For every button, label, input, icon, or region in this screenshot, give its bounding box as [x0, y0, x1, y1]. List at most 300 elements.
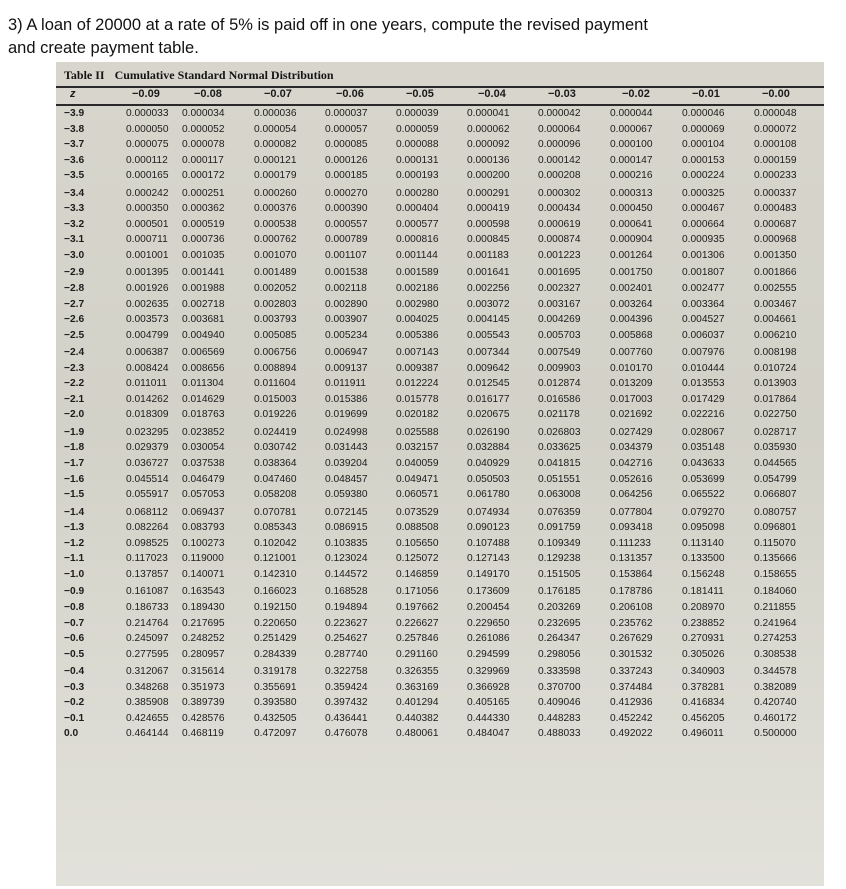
table-cell: 0.046479 — [182, 473, 225, 485]
table-cell: 0.095098 — [682, 522, 725, 534]
table-cell: 0.000711 — [126, 234, 168, 246]
table-cell: 0.452242 — [610, 712, 653, 724]
table-cell: 0.009137 — [325, 362, 368, 374]
table-cell: 0.055917 — [126, 489, 169, 501]
table-cell: 0.235762 — [610, 617, 653, 629]
table-cell: 0.000270 — [325, 187, 368, 199]
table-cell: 0.004661 — [754, 314, 797, 326]
table-row — [56, 378, 824, 394]
table-cell: 0.001641 — [467, 267, 510, 279]
table-cell: 0.002118 — [325, 283, 367, 295]
table-cell: 0.002980 — [396, 298, 439, 310]
table-cell: 0.001264 — [610, 249, 653, 261]
row-z-value: −0.6 — [64, 633, 85, 645]
table-cell: 0.123024 — [325, 553, 368, 565]
table-cell: 0.158655 — [754, 568, 797, 580]
table-cell: 0.197662 — [396, 601, 439, 613]
row-z-value: −0.4 — [64, 666, 85, 678]
table-cell: 0.034379 — [610, 442, 653, 454]
table-number: Table II — [64, 68, 105, 82]
table-cell: 0.014629 — [182, 393, 225, 405]
table-cell: 0.315614 — [182, 666, 225, 678]
table-cell: 0.374484 — [610, 681, 653, 693]
table-cell: 0.153864 — [610, 568, 653, 580]
table-cell: 0.053699 — [682, 473, 725, 485]
row-z-value: −3.5 — [64, 170, 85, 182]
table-cell: 0.267629 — [610, 633, 653, 645]
table-cell: 0.000251 — [182, 187, 225, 199]
table-row — [56, 219, 824, 235]
table-cell: 0.000874 — [538, 234, 581, 246]
table-cell: 0.018763 — [182, 409, 225, 421]
table-cell: 0.026190 — [467, 426, 510, 438]
table-cell: 0.047460 — [254, 473, 297, 485]
table-cell: 0.105650 — [396, 537, 439, 549]
table-cell: 0.000362 — [182, 203, 225, 215]
table-cell: 0.000072 — [754, 123, 797, 135]
table-cell: 0.121001 — [254, 553, 297, 565]
table-row — [56, 267, 824, 283]
table-cell: 0.129238 — [538, 553, 581, 565]
table-cell: 0.000034 — [182, 108, 225, 119]
table-cell: 0.393580 — [254, 697, 297, 709]
row-z-value: −2.2 — [64, 378, 85, 390]
table-cell: 0.472097 — [254, 728, 297, 740]
table-row — [56, 330, 824, 346]
row-z-value: −1.5 — [64, 489, 85, 501]
table-cell: 0.389739 — [182, 697, 225, 709]
table-row — [56, 553, 824, 569]
table-cell: 0.020182 — [396, 409, 439, 421]
table-cell: 0.000064 — [538, 123, 581, 135]
table-cell: 0.000108 — [754, 139, 797, 151]
table-cell: 0.000054 — [254, 123, 297, 135]
table-cell: 0.002401 — [610, 283, 653, 295]
table-cell: 0.070781 — [254, 506, 297, 518]
table-cell: 0.397432 — [325, 697, 368, 709]
table-row — [56, 618, 824, 634]
row-z-value: −2.9 — [64, 267, 85, 279]
table-cell: 0.000062 — [467, 123, 510, 135]
table-cell: 0.045514 — [126, 473, 169, 485]
table-cell: 0.000968 — [754, 234, 797, 246]
table-cell: 0.137857 — [126, 568, 169, 580]
table-cell: 0.019226 — [254, 409, 297, 421]
table-cell: 0.080757 — [754, 506, 797, 518]
table-cell: 0.000100 — [610, 139, 653, 151]
table-cell: 0.068112 — [126, 506, 168, 518]
table-cell: 0.038364 — [254, 458, 297, 470]
table-cell: 0.211855 — [754, 601, 796, 613]
table-cell: 0.003793 — [254, 314, 297, 326]
table-cell: 0.000142 — [538, 154, 581, 166]
table-cell: 0.007760 — [610, 347, 653, 359]
table-cell: 0.004025 — [396, 314, 439, 326]
table-cell: 0.005543 — [467, 329, 510, 341]
table-cell: 0.287740 — [325, 648, 368, 660]
row-z-value: −1.2 — [64, 537, 85, 549]
table-cell: 0.002555 — [754, 283, 797, 295]
table-cell: 0.004396 — [610, 314, 653, 326]
table-cell: 0.468119 — [182, 728, 224, 740]
table-cell: 0.012545 — [467, 378, 510, 390]
table-cell: 0.028717 — [754, 426, 797, 438]
table-cell: 0.274253 — [754, 633, 797, 645]
table-cell: 0.125072 — [396, 553, 439, 565]
table-cell: 0.032884 — [467, 442, 510, 454]
table-cell: 0.065522 — [682, 489, 725, 501]
table-cell: 0.000082 — [254, 139, 297, 151]
table-cell: 0.319178 — [254, 666, 297, 678]
table-cell: 0.044565 — [754, 458, 797, 470]
table-cell: 0.000557 — [325, 218, 368, 230]
table-row — [56, 427, 824, 443]
table-cell: 0.013209 — [610, 378, 653, 390]
table-cell: 0.004527 — [682, 314, 725, 326]
table-cell: 0.173609 — [467, 586, 510, 598]
table-cell: 0.082264 — [126, 522, 169, 534]
table-cell: 0.500000 — [754, 728, 797, 740]
table-cell: 0.007344 — [467, 347, 510, 359]
table-cell: 0.270931 — [682, 633, 725, 645]
table-cell: 0.113140 — [682, 537, 724, 549]
table-cell: 0.176185 — [538, 586, 581, 598]
table-row — [56, 538, 824, 554]
table-cell: 0.054799 — [754, 473, 797, 485]
table-row — [56, 728, 824, 744]
table-cell: 0.006210 — [754, 329, 797, 341]
header-cell: −0.06 — [336, 88, 364, 100]
table-cell: 0.048457 — [325, 473, 368, 485]
table-cell: 0.049471 — [396, 473, 439, 485]
table-cell: 0.002803 — [254, 298, 297, 310]
row-z-value: −0.2 — [64, 697, 85, 709]
table-cell: 0.000092 — [467, 139, 510, 151]
row-z-value: −1.0 — [64, 568, 85, 580]
table-cell: 0.000185 — [325, 170, 368, 182]
table-cell: 0.000762 — [254, 234, 297, 246]
table-row — [56, 649, 824, 665]
table-cell: 0.030054 — [182, 442, 225, 454]
table-header-row — [56, 88, 824, 104]
table-cell: 0.000467 — [682, 203, 725, 215]
table-cell: 0.333598 — [538, 666, 581, 678]
table-cell: 0.200454 — [467, 601, 510, 613]
table-cell: 0.027429 — [610, 426, 653, 438]
table-row — [56, 489, 824, 505]
header-cell: −0.07 — [264, 88, 292, 100]
table-cell: 0.020675 — [467, 409, 510, 421]
table-cell: 0.000147 — [610, 154, 653, 166]
table-cell: 0.131357 — [610, 553, 653, 565]
row-z-value: −3.7 — [64, 139, 85, 151]
table-cell: 0.051551 — [538, 473, 581, 485]
table-cell: 0.001183 — [467, 249, 509, 261]
table-cell: 0.076359 — [538, 506, 581, 518]
table-row — [56, 458, 824, 474]
table-cell: 0.001926 — [126, 283, 169, 295]
table-cell: 0.066807 — [754, 489, 797, 501]
table-cell: 0.000050 — [126, 123, 169, 135]
table-cell: 0.312067 — [126, 666, 169, 678]
table-cell: 0.135666 — [754, 553, 797, 565]
row-z-value: −2.8 — [64, 283, 85, 295]
table-cell: 0.002186 — [396, 283, 439, 295]
row-z-value: −2.6 — [64, 314, 85, 326]
table-row — [56, 569, 824, 585]
table-cell: 0.007143 — [396, 347, 439, 359]
table-cell: 0.464144 — [126, 728, 169, 740]
table-cell: 0.031443 — [325, 442, 368, 454]
table-cell: 0.000136 — [467, 154, 510, 166]
table-cell: 0.000450 — [610, 203, 653, 215]
table-cell: 0.000419 — [467, 203, 510, 215]
table-cell: 0.284339 — [254, 648, 297, 660]
table-cell: 0.003364 — [682, 298, 725, 310]
table-row — [56, 124, 824, 140]
table-cell: 0.023295 — [126, 426, 169, 438]
table-cell: 0.002477 — [682, 283, 725, 295]
table-cell: 0.009903 — [538, 362, 581, 374]
table-cell: 0.000165 — [126, 170, 169, 182]
table-cell: 0.000598 — [467, 218, 510, 230]
table-cell: 0.144572 — [325, 568, 368, 580]
table-cell: 0.007976 — [682, 347, 725, 359]
table-cell: 0.184060 — [754, 586, 797, 598]
table-cell: 0.098525 — [126, 537, 169, 549]
table-cell: 0.166023 — [254, 586, 297, 598]
table-cell: 0.000216 — [610, 170, 653, 182]
table-cell: 0.052616 — [610, 473, 653, 485]
row-z-value: −3.4 — [64, 187, 85, 199]
table-cell: 0.484047 — [467, 728, 510, 740]
table-cell: 0.000172 — [182, 170, 225, 182]
row-z-value: 0.0 — [64, 728, 79, 740]
table-cell: 0.298056 — [538, 648, 581, 660]
row-z-value: −0.7 — [64, 617, 85, 629]
table-cell: 0.005868 — [610, 329, 653, 341]
table-cell: 0.035930 — [754, 442, 797, 454]
table-cell: 0.480061 — [396, 728, 439, 740]
table-cell: 0.000179 — [254, 170, 297, 182]
header-cell: −0.04 — [478, 88, 506, 100]
table-cell: 0.385908 — [126, 697, 169, 709]
table-cell: 0.370700 — [538, 681, 581, 693]
table-cell: 0.008894 — [254, 362, 297, 374]
table-cell: 0.261086 — [467, 633, 510, 645]
table-cell: 0.026803 — [538, 426, 581, 438]
table-cell: 0.001866 — [754, 267, 797, 279]
table-cell: 0.025588 — [396, 426, 439, 438]
table-cell: 0.024419 — [254, 426, 297, 438]
table-cell: 0.000736 — [182, 234, 225, 246]
table-cell: 0.102042 — [254, 537, 297, 549]
table-cell: 0.156248 — [682, 568, 725, 580]
table-cell: 0.363169 — [396, 681, 439, 693]
table-cell: 0.000153 — [682, 154, 725, 166]
table-cell: 0.000302 — [538, 187, 581, 199]
table-cell: 0.355691 — [254, 681, 297, 693]
table-cell: 0.002635 — [126, 298, 169, 310]
table-cell: 0.023852 — [182, 426, 225, 438]
table-cell: 0.057053 — [182, 489, 225, 501]
table-cell: 0.009642 — [467, 362, 510, 374]
table-cell: 0.000641 — [610, 218, 653, 230]
table-row — [56, 250, 824, 266]
table-cell: 0.248252 — [182, 633, 225, 645]
table-row — [56, 586, 824, 602]
header-z: z — [70, 88, 76, 100]
table-cell: 0.018309 — [126, 409, 169, 421]
table-cell: 0.301532 — [610, 648, 653, 660]
table-cell: 0.085343 — [254, 522, 297, 534]
table-cell: 0.077804 — [610, 506, 653, 518]
table-cell: 0.308538 — [754, 648, 797, 660]
table-cell: 0.035148 — [682, 442, 725, 454]
table-header-rule — [56, 104, 824, 106]
row-z-value: −1.7 — [64, 458, 85, 470]
table-cell: 0.000057 — [325, 123, 368, 135]
table-row — [56, 394, 824, 410]
table-cell: 0.003573 — [126, 314, 169, 326]
table-cell: 0.000935 — [682, 234, 725, 246]
table-cell: 0.178786 — [610, 586, 653, 598]
table-cell: 0.001306 — [682, 249, 725, 261]
table-row — [56, 139, 824, 155]
table-cell: 0.011911 — [325, 378, 366, 390]
table-cell: 0.161087 — [126, 586, 169, 598]
table-cell: 0.030742 — [254, 442, 297, 454]
table-cell: 0.021692 — [610, 409, 653, 421]
table-cell: 0.100273 — [182, 537, 225, 549]
table-cell: 0.000104 — [682, 139, 725, 151]
table-cell: 0.074934 — [467, 506, 510, 518]
table-cell: 0.488033 — [538, 728, 581, 740]
table-cell: 0.001395 — [126, 267, 169, 279]
table-cell: 0.149170 — [467, 568, 510, 580]
table-cell: 0.189430 — [182, 601, 225, 613]
table-cell: 0.151505 — [538, 568, 581, 580]
table-cell: 0.226627 — [396, 617, 439, 629]
table-cell: 0.000042 — [538, 108, 581, 119]
table-cell: 0.000233 — [754, 170, 797, 182]
table-cell: 0.059380 — [325, 489, 368, 501]
table-row — [56, 188, 824, 204]
header-cell: −0.02 — [622, 88, 650, 100]
question-line-2: and create payment table. — [8, 39, 199, 57]
table-cell: 0.000242 — [126, 187, 169, 199]
table-cell: 0.000260 — [254, 187, 297, 199]
table-row — [56, 666, 824, 682]
table-cell: 0.163543 — [182, 586, 225, 598]
table-cell: 0.232695 — [538, 617, 581, 629]
row-z-value: −3.3 — [64, 203, 85, 215]
table-cell: 0.359424 — [325, 681, 368, 693]
table-row — [56, 363, 824, 379]
table-cell: 0.000538 — [254, 218, 297, 230]
table-cell: 0.000117 — [182, 154, 224, 166]
row-z-value: −2.0 — [64, 409, 85, 421]
table-cell: 0.016586 — [538, 393, 581, 405]
table-cell: 0.009387 — [396, 362, 439, 374]
table-row — [56, 234, 824, 250]
table-cell: 0.006756 — [254, 347, 297, 359]
table-cell: 0.146859 — [396, 568, 439, 580]
table-cell: 0.217695 — [182, 617, 225, 629]
table-cell: 0.103835 — [325, 537, 368, 549]
table-cell: 0.003681 — [182, 314, 225, 326]
table-cell: 0.440382 — [396, 712, 439, 724]
table-cell: 0.000291 — [467, 187, 510, 199]
table-cell: 0.115070 — [754, 537, 796, 549]
table-cell: 0.340903 — [682, 666, 725, 678]
table-cell: 0.416834 — [682, 697, 725, 709]
table-cell: 0.001001 — [126, 249, 169, 261]
table-cell: 0.040059 — [396, 458, 439, 470]
table-cell: 0.002327 — [538, 283, 581, 295]
table-cell: 0.229650 — [467, 617, 510, 629]
table-cell: 0.008424 — [126, 362, 169, 374]
table-cell: 0.003907 — [325, 314, 368, 326]
table-cell: 0.015778 — [396, 393, 439, 405]
table-cell: 0.000313 — [610, 187, 653, 199]
row-z-value: −1.4 — [64, 506, 85, 518]
table-cell: 0.220650 — [254, 617, 297, 629]
table-cell: 0.001350 — [754, 249, 797, 261]
table-cell: 0.006037 — [682, 329, 725, 341]
table-cell: 0.254627 — [325, 633, 368, 645]
table-row — [56, 442, 824, 458]
table-cell: 0.117023 — [126, 553, 168, 565]
table-cell: 0.010170 — [610, 362, 653, 374]
table-cell: 0.063008 — [538, 489, 581, 501]
header-cell: −0.09 — [132, 88, 160, 100]
row-z-value: −0.1 — [64, 712, 85, 724]
table-cell: 0.420740 — [754, 697, 797, 709]
row-z-value: −2.5 — [64, 329, 85, 341]
table-row — [56, 108, 824, 124]
table-cell: 0.000789 — [325, 234, 368, 246]
header-cell: −0.00 — [762, 88, 790, 100]
table-cell: 0.305026 — [682, 648, 725, 660]
table-cell: 0.061780 — [467, 489, 510, 501]
table-cell: 0.014262 — [126, 393, 169, 405]
table-cell: 0.000159 — [754, 154, 797, 166]
table-cell: 0.039204 — [325, 458, 368, 470]
table-cell: 0.277595 — [126, 648, 169, 660]
table-cell: 0.448283 — [538, 712, 581, 724]
table-cell: 0.001144 — [396, 249, 438, 261]
row-z-value: −2.7 — [64, 298, 85, 310]
row-z-value: −0.5 — [64, 648, 85, 660]
table-cell: 0.223627 — [325, 617, 368, 629]
table-cell: 0.460172 — [754, 712, 797, 724]
row-z-value: −3.9 — [64, 108, 85, 119]
table-cell: 0.000078 — [182, 139, 225, 151]
table-title: Cumulative Standard Normal Distribution — [114, 68, 334, 82]
table-cell: 0.405165 — [467, 697, 510, 709]
table-cell: 0.091759 — [538, 522, 581, 534]
table-cell: 0.111233 — [610, 537, 651, 549]
table-cell: 0.000044 — [610, 108, 653, 119]
row-z-value: −1.1 — [64, 553, 85, 565]
table-cell: 0.000048 — [754, 108, 797, 119]
table-cell: 0.412936 — [610, 697, 653, 709]
table-cell: 0.017864 — [754, 393, 797, 405]
table-cell: 0.000350 — [126, 203, 169, 215]
row-z-value: −1.3 — [64, 522, 85, 534]
table-cell: 0.428576 — [182, 712, 225, 724]
